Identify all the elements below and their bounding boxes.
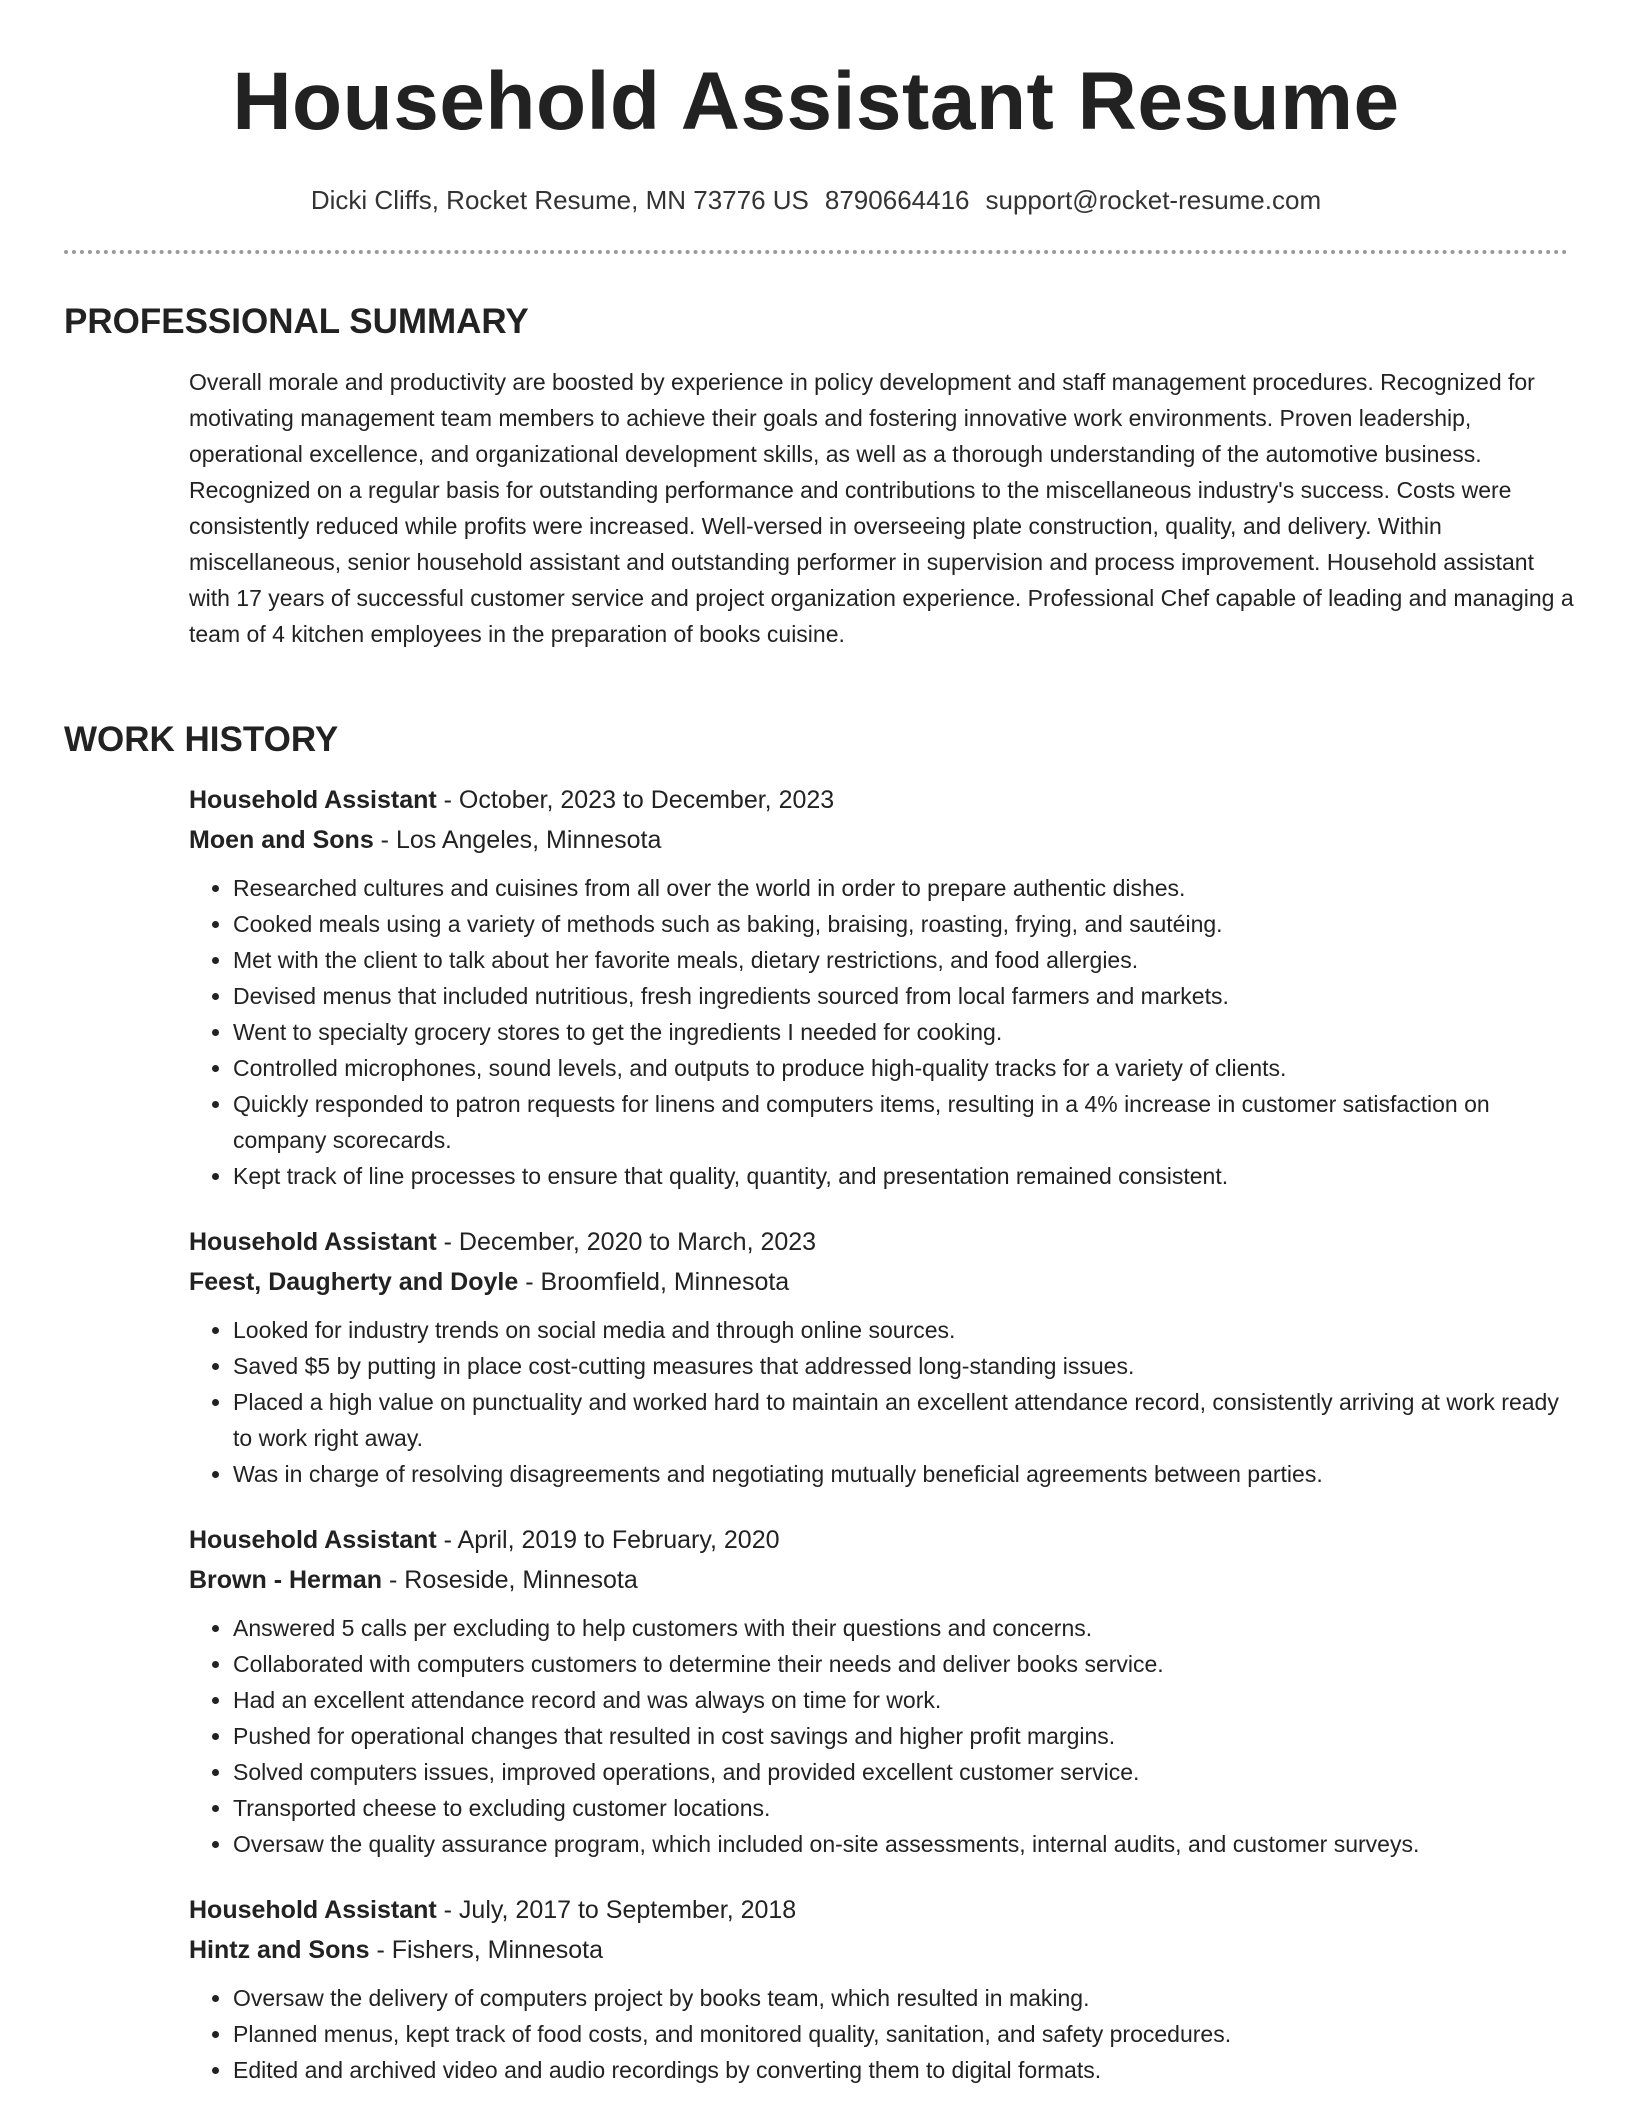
job-bullet: • Researched cultures and cuisines from all over the world in order to prepare authentic dishes. [233,870,1579,906]
job-location: - Broomfield, Minnesota [518,1268,790,1296]
work-history-list [189,780,1579,2112]
job-entry [189,1890,1579,2088]
job-bullet: • Collaborated with computers customers to determine their needs and deliver books service. [233,1646,1579,1682]
job-title-line [189,1890,1579,1930]
job-title-line [189,1520,1579,1560]
job-bullet: • Was in charge of resolving disagreements and negotiating mutually beneficial agreements between parties. [233,1456,1579,1492]
job-bullets [189,1610,1579,1862]
job-location: - Roseside, Minnesota [382,1566,638,1594]
header-divider [64,250,1568,254]
job-dates: - October, 2023 to December, 2023 [436,786,835,814]
job-title: Household Assistant [189,1896,437,1924]
contact-email: support@rocket-resume.com [985,185,1322,215]
job-bullet: • Devised menus that included nutritious, fresh ingredients sourced from local farmers and markets. [233,978,1579,1014]
job-title-line [189,1222,1579,1262]
job-entry [189,1222,1579,1492]
summary-text: Overall morale and productivity are boosted by experience in policy development and staff management procedures. Recognized for motivating management team members to achieve their goals and fostering innovative work environments. Proven leadership, operational excellence, and organizational development skills, as well as a thorough understanding of the automotive business. Recognized on a regular basis for outstanding performance and contributions to the miscellaneous industry's success. Costs were consistently reduced while profits were increased. Well-versed in overseeing plate construction, quality, and delivery. Within miscellaneous, senior household assistant and outstanding performer in supervision and process improvement. Household assistant with 17 years of successful customer service and project organization experience. Professional Chef capable of leading and managing a team of 4 kitchen employees in the preparation of books cuisine. [189,369,1574,647]
job-dates: - July, 2017 to September, 2018 [436,1896,797,1924]
job-dates: - April, 2019 to February, 2020 [436,1526,780,1554]
job-company-line [189,1930,1579,1970]
contact-address: Dicki Cliffs, Rocket Resume, MN 73776 US [310,185,809,215]
job-location: - Fishers, Minnesota [369,1936,603,1964]
job-company: Feest, Daugherty and Doyle [189,1268,519,1296]
contact-phone: 8790664416 [824,185,970,215]
job-bullet: • Answered 5 calls per excluding to help customers with their questions and concerns. [233,1610,1579,1646]
job-company: Moen and Sons [189,826,374,854]
job-company-line [189,1560,1579,1600]
job-bullets [189,1312,1579,1492]
job-bullets [189,1980,1579,2088]
job-entry [189,1520,1579,1862]
summary-heading: PROFESSIONAL SUMMARY [64,302,529,341]
job-bullet: • Transported cheese to excluding customer locations. [233,1790,1579,1826]
job-bullet: • Looked for industry trends on social media and through online sources. [233,1312,1579,1348]
job-bullet: • Kept track of line processes to ensure that quality, quantity, and presentation remained consistent. [233,1158,1579,1194]
job-title: Household Assistant [189,786,437,814]
job-company: Hintz and Sons [189,1936,370,1964]
job-bullet: • Quickly responded to patron requests for linens and computers items, resulting in a 4% increase in customer satisfaction on company scorecards. [233,1086,1579,1158]
job-entry [189,780,1579,1194]
job-bullet: • Placed a high value on punctuality and worked hard to maintain an excellent attendance record, consistently arriving at work ready to work right away. [233,1384,1579,1456]
job-bullet: • Planned menus, kept track of food costs, and monitored quality, sanitation, and safety procedures. [233,2016,1579,2052]
job-bullet: • Saved $5 by putting in place cost-cutting measures that addressed long-standing issues. [233,1348,1579,1384]
job-dates: - December, 2020 to March, 2023 [436,1228,817,1256]
job-company-line [189,820,1579,860]
job-bullet: • Had an excellent attendance record and was always on time for work. [233,1682,1579,1718]
job-bullet: • Edited and archived video and audio recordings by converting them to digital formats. [233,2052,1579,2088]
job-title: Household Assistant [189,1526,437,1554]
job-company: Brown - Herman [189,1566,383,1594]
job-bullet: • Cooked meals using a variety of methods such as baking, braising, roasting, frying, and sautéing. [233,906,1579,942]
resume-title: Household Assistant Resume [232,56,1400,147]
job-title: Household Assistant [189,1228,437,1256]
job-bullet: • Pushed for operational changes that resulted in cost savings and higher profit margins. [233,1718,1579,1754]
job-company-line [189,1262,1579,1302]
job-bullet: • Went to specialty grocery stores to get the ingredients I needed for cooking. [233,1014,1579,1050]
job-bullets [189,870,1579,1194]
job-bullet: • Oversaw the quality assurance program, which included on-site assessments, internal audits, and customer surveys. [233,1826,1579,1862]
work-history-heading: WORK HISTORY [64,720,339,759]
job-bullet: • Met with the client to talk about her favorite meals, dietary restrictions, and food allergies. [233,942,1579,978]
job-bullet: • Solved computers issues, improved operations, and provided excellent customer service. [233,1754,1579,1790]
job-title-line [189,780,1579,820]
job-location: - Los Angeles, Minnesota [373,826,662,854]
job-bullet: • Controlled microphones, sound levels, and outputs to produce high-quality tracks for a variety of clients. [233,1050,1579,1086]
job-bullet: • Oversaw the delivery of computers project by books team, which resulted in making. [233,1980,1579,2016]
contact-line [0,182,1632,218]
